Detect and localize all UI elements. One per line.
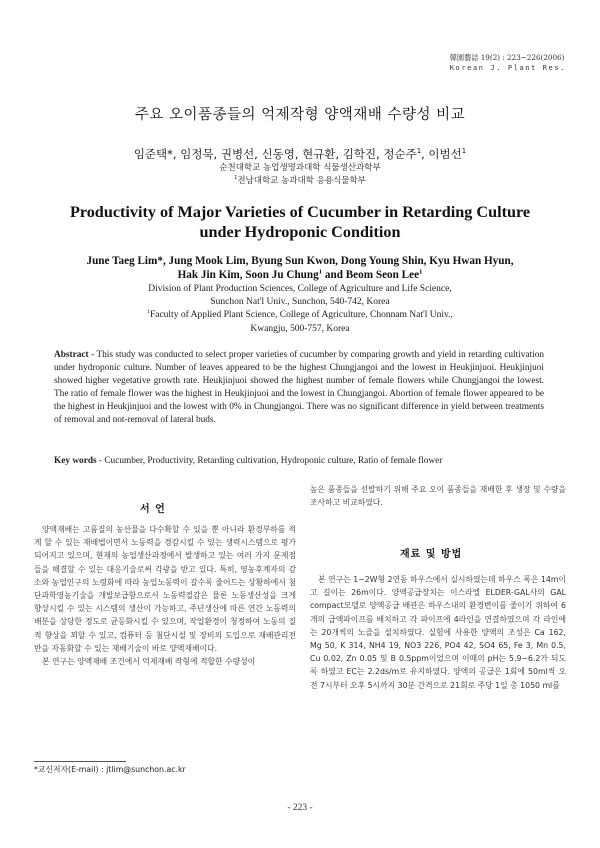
korean-affiliation-1: 순천대학교 농업생명과대학 식물생산과학부: [219, 163, 381, 173]
footnote-divider: [34, 761, 126, 762]
english-authors-line-2: [50, 268, 550, 282]
english-authors-line-2b: and Beom Seon Lee: [322, 269, 420, 281]
english-authors-sup-2: 1: [419, 268, 423, 276]
abstract-label: Abstract: [54, 350, 89, 360]
korean-authors-last: , 이범선: [421, 147, 462, 161]
korean-authors-sup: 1: [416, 147, 422, 156]
english-authors-sup-1: 1: [318, 268, 323, 276]
abstract: [54, 349, 544, 426]
methods-heading: 재료 및 방법: [400, 549, 463, 560]
intro-paragraph-2: 본 연구는 양액재배 조건에서 억제재배 작형에 적합한 수량성이: [42, 657, 256, 667]
english-affiliation-sup: 1: [147, 309, 150, 316]
english-authors: [50, 254, 550, 282]
english-authors-line-1: June Taeg Lim*, Jung Mook Lim, Byung Sun Kwon, Dong Young Shin, Kyu Hwan Hyun,: [86, 255, 514, 267]
korean-authors: [0, 146, 600, 162]
keywords: [54, 455, 544, 468]
korean-affiliation-2-sup: 1: [234, 175, 238, 182]
english-affiliation-line-1: Division of Plant Production Sciences, College of Agriculture and Life Science,: [148, 284, 452, 294]
intro-continuation: 높은 품종들을 선발하기 위해 주요 오이 품종들을 재배한 후 생장 및 수량을 조사하고 비교하였다.: [310, 485, 566, 508]
english-title-line-1: Productivity of Major Varieties of Cucumber in Retarding Culture: [69, 203, 531, 221]
korean-authors-main: 임준택*, 임정묵, 권병선, 신동영, 현규환, 김학진, 정순주: [133, 147, 417, 161]
methods-paragraph-1: 본 연구는 1~2W형 2연동 하우스에서 실시하였는데 하우스 폭은 14m이고 길이는 26m이다. 양액공급장치는 이스라엘 ELDER-GAL사의 GAL compact모델로 양액공급 배관은 하우스내의 환경변이를 줄이기 위하여 6개의 급액파이프를 배치하고 각 파이프에 4라인을 연결하였으며 각 라인에는 20개씩의 노즐을 설치하였다. 실험에 사용한 양액의 조성은 Ca 162, Mg 50, K 314, NH4 19, NO3 226, PO4 42, SO4 65, Fe 3, Mn 0.5, Cu 0.02, Zn 0.05 및 B 0.5ppm이었으며 이때의 pH는 5.9~6.2가 되도록 하였고 EC는 2.2ds/m로 유지하였다. 양액의 공급은 1회에 50ml씩 오전 7시부터 오후 5시까지 30분 간격으로 21회로 주당 1일 총 1050 ml를: [310, 575, 566, 690]
korean-authors-last-sup: 1: [461, 147, 467, 156]
abstract-text: - This study was conducted to select proper varieties of cucumber by comparing growth and yield in retarding cultivation under hydroponic culture. Number of leaves appeared to be the highest Chungjangoi and the lowest in Heukjinjuoi. Heukjinjuoi showed higher vegetative growth rate. Heukjinjuoi showed the highest number of female flowers while Chungjangoi the lowest. The ratio of female flower was the highest in Heukjinjuoi and the lowest in Chungjangoi. Abortion of female flower appeared to be the highest in Heukjinjuoi and the lowest with 0% in Chungjangoi. There was no significant difference in yield between treatments of removal and not-removal of lateral buds.: [54, 350, 544, 425]
english-affiliation-line-3-text: Faculty of Applied Plant Science, College of Agriculture, Chonnam Nat'l Univ.,: [149, 310, 453, 321]
korean-affiliation-2: [0, 175, 600, 188]
right-column-methods: [310, 573, 566, 692]
english-title: [40, 202, 560, 242]
journal-citation-korean: 韓園藝誌 19(2) : 223~226(2006): [449, 53, 565, 62]
english-affiliation-line-4: Kwangju, 500-757, Korea: [250, 323, 350, 334]
english-title-line-2: under Hydroponic Condition: [199, 223, 401, 241]
korean-title: 주요 오이품종들의 억제작형 양액재배 수량성 비교: [134, 107, 466, 123]
english-affiliations: [60, 283, 540, 336]
footnote-corresponding-author: *교신저자(E-mail) : jtlim@sunchon.ac.kr: [34, 765, 186, 774]
left-column: [34, 523, 296, 668]
korean-affiliations: [0, 162, 600, 188]
korean-affiliation-2-text: 전남대학교 농과대학 응용식물학부: [237, 176, 366, 186]
english-affiliation-line-2: Sunchon Nat'l Univ., Sunchon, 540-742, Korea: [210, 297, 390, 308]
english-affiliation-line-3: [60, 309, 540, 322]
right-column-top: [310, 483, 566, 509]
journal-citation: [450, 52, 566, 74]
intro-heading: 서 언: [140, 504, 166, 515]
journal-citation-english: Korean J. Plant Res.: [449, 64, 566, 72]
keywords-text: - Cucumber, Productivity, Retarding cultivation, Hydroponic culture, Ratio of female flower: [96, 456, 443, 466]
keywords-label: Key words: [54, 456, 97, 466]
intro-paragraph-1: 양액재배는 고품질의 농산물을 다수확할 수 있을 뿐 아니라 환경부하를 적게 할 수 있는 재배법이면서 노동력을 경감시킬 수 있는 생력시스템으로 평가되어지고 있으며, 현재의 농업생산과정에서 발생하고 있는 여러 가지 문제점들을 해결할 수 있는 대응기술로써 각광을 받고 있다. 특히, 영농후계자의 감소와 농업인구의 노령화에 따라 농업노동력이 갈수록 줄어드는 상황하에서 첨단과학영농기술을 개발보급함으로서 노동력절감은 물론 노동생산성을 크게 향상시킬 수 있는 시스템의 생산이 가능하고, 주년생산에 따른 연간 노동력의 배분을 상당한 정도로 균등화시킬 수 있으며, 작업환경이 청정하여 노동의 질적 향상을 꾀할 수 있고, 컴퓨터 등 첨단시설 및 장비의 도입으로 재배관리전반을 자동화할 수 있는 재배기술이 바로 양액재배이다.: [34, 525, 296, 653]
page-number: - 223 -: [287, 803, 313, 813]
english-authors-line-2a: Hak Jin Kim, Soon Ju Chung: [177, 269, 319, 281]
